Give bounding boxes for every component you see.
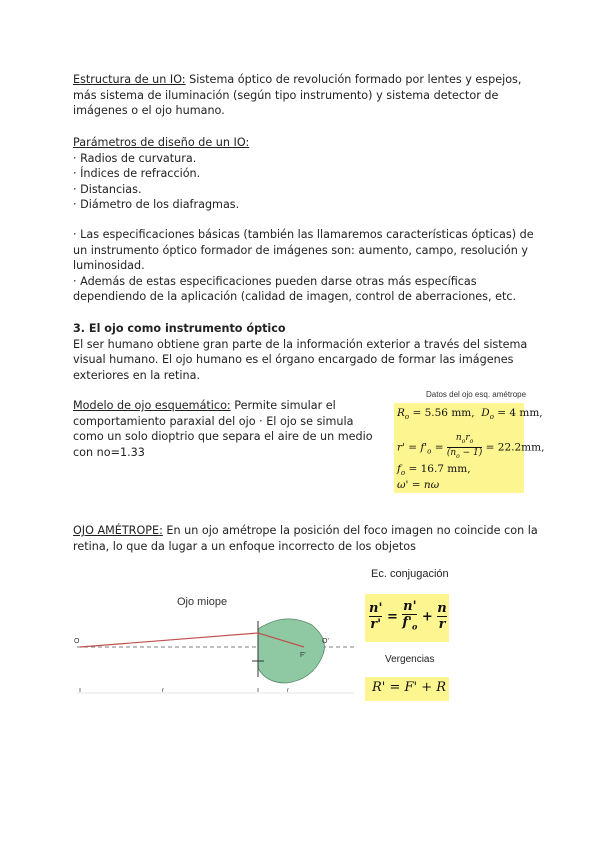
parameter-item: · Índices de refracción. (73, 167, 201, 180)
section-paragraph (73, 321, 543, 383)
object-label: O (74, 638, 80, 645)
parameter-item: · Diámetro de los diafragmas. (73, 198, 240, 211)
eye-data-box (394, 403, 545, 493)
vergence-equation: R' = F' + R (372, 680, 447, 695)
image-label: O' (322, 638, 329, 645)
focus-label: F' (300, 652, 306, 659)
structure-label: Estructura de un IO: (73, 73, 186, 86)
specs-bullet-2: · Además de estas especificaciones pueden darse otras más específicas dependiendo de la aplicación (calidad de imagen, control de aberraciones, etc. (73, 274, 517, 303)
parameters-paragraph (73, 135, 543, 213)
myopic-eye-diagram (72, 585, 357, 700)
incident-ray (80, 633, 258, 647)
data-line-3: $f_o = 16.7$ mm, (397, 463, 471, 478)
specs-bullet-1: · Las especificaciones básicas (también las llamaremos características ópticas) de un instrumento óptico formador de imágenes son: aumento, campo, resolución y luminosidad. (73, 228, 534, 272)
ametrope-text: En un ojo amétrope la posición del foco imagen no coincide con la retina, lo que da lugar a un enfoque incorrecto de los objetos (73, 524, 538, 553)
model-paragraph (73, 398, 373, 460)
model-text: Permite simular el comportamiento paraxial del ojo · El ojo se simula como un solo dioptrio que separa el aire de un medio con no=1.33 (73, 399, 373, 459)
ametrope-paragraph (73, 523, 543, 554)
structure-text: Sistema óptico de revolución formado por lentes y espejos, más sistema de iluminación (según tipo instrumento) y sistema detector de imágenes o el ojo humano. (73, 73, 522, 117)
distance-label-r: r (162, 688, 164, 694)
parameter-item: · Distancias. (73, 182, 142, 196)
vergences-title: Vergencias (385, 654, 435, 665)
section-text: El ser humano obtiene gran parte de la información exterior a través del sistema visual humano. El ojo humano es el órgano encargado de formar las imágenes exteriores en la retina. (73, 337, 528, 382)
eye-globe (258, 619, 324, 683)
data-caption: Datos del ojo esq. amétrope (426, 390, 527, 399)
conjugation-title: Ec. conjugación (371, 568, 449, 580)
model-label: Modelo de ojo esquemático: (73, 399, 231, 412)
conjugation-equation-box (365, 594, 449, 642)
section-heading: 3. El ojo como instrumento óptico (73, 322, 286, 335)
data-line-4: ω' = nω (397, 479, 440, 491)
diagram-title: Ojo miope (177, 596, 228, 608)
parameter-item: · Radios de curvatura. (73, 151, 197, 165)
data-line-2: $r' = f'_o$ = $n_or_o$ $(n_o - 1)$ = 22.2mm, (397, 433, 545, 460)
vergence-equation-box (365, 677, 449, 701)
structure-paragraph (73, 72, 543, 119)
distance-label-r2: r (287, 688, 289, 694)
specs-paragraph (73, 227, 543, 305)
data-line-1: $R_o = 5.56$ mm, $D_o = 4$ mm, (397, 407, 543, 422)
ametrope-label: OJO AMÉTROPE: (73, 524, 163, 537)
conjugation-equation: $\frac{n'}{r'}$ = $\frac{n'}{f'_o}$ + $\frac{n}{r}$ (369, 599, 447, 633)
parameters-label: Parámetros de diseño de un IO: (73, 136, 250, 149)
